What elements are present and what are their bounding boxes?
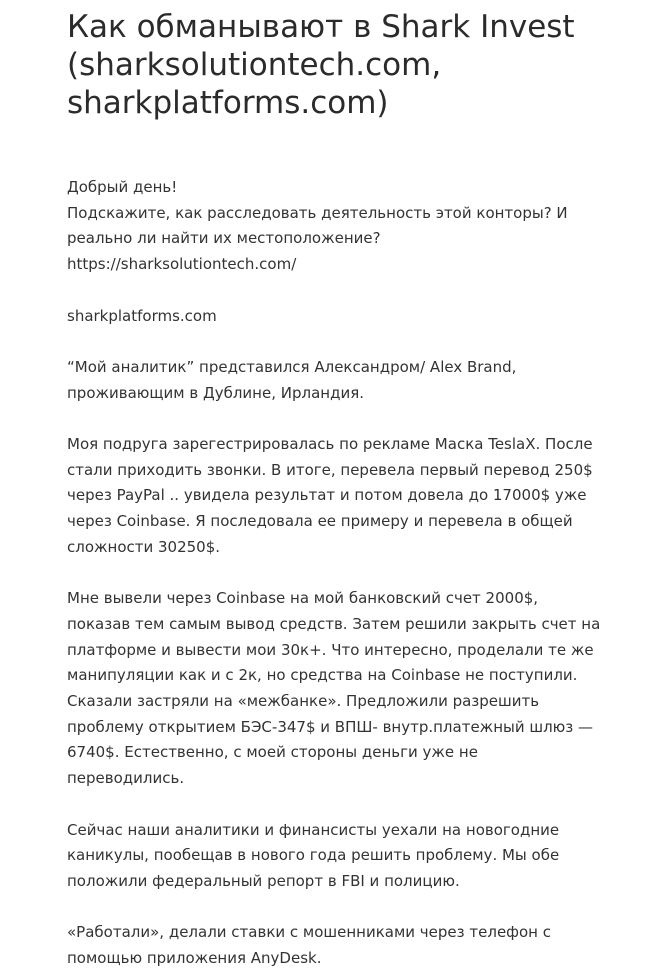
- text-line: 6740$. Естественно, с моей стороны деньги уже не: [67, 743, 478, 762]
- text-line: сложности 30250$.: [67, 537, 221, 556]
- text-line: переводились.: [67, 769, 185, 788]
- text-line: реально ли найти их местоположение?: [67, 229, 381, 248]
- article-body: [67, 175, 608, 972]
- text-line: Моя подруга зарегестрировалась по рекламе Маска TeslaX. После: [67, 434, 593, 453]
- text-line: стали приходить звонки. В итоге, перевела первый перевод 250$: [67, 460, 593, 479]
- text-line: sharkplatforms.com: [67, 306, 217, 325]
- text-line: положили федеральный репорт в FBI и полицию.: [67, 871, 460, 890]
- paragraph-domain: [67, 304, 608, 330]
- text-line: https://sharksolutiontech.com/: [67, 255, 297, 274]
- paragraph-holidays: [67, 818, 608, 895]
- text-line: Сейчас наши аналитики и финансисты уехали на новогодние: [67, 820, 560, 839]
- text-line: платформе и вывести мои 30к+. Что интересно, проделали те же: [67, 640, 594, 659]
- article-title: [67, 8, 608, 122]
- text-line: через PayPal .. увидела результат и потом довела до 17000$ уже: [67, 486, 587, 505]
- text-line: Мне вывели через Coinbase на мой банковский счет 2000$,: [67, 589, 539, 608]
- title-line: sharkplatforms.com): [67, 85, 389, 121]
- text-line: каникулы, пообещав в нового года решить проблему. Мы обе: [67, 846, 560, 865]
- text-line: “Мой аналитик” представился Александром/ Alex Brand,: [67, 357, 517, 376]
- text-line: проживающим в Дублине, Ирландия.: [67, 383, 364, 402]
- text-line: показав тем самым вывод средств. Затем решили закрыть счет на: [67, 614, 601, 633]
- text-line: Сказали застряли на «межбанке». Предложили разрешить: [67, 692, 540, 710]
- paragraph-analyst: [67, 355, 608, 406]
- text-line: через Coinbase. Я последовала ее примеру и перевела в общей: [67, 512, 573, 531]
- text-line: помощью приложения AnyDesk.: [67, 949, 322, 967]
- title-line: (sharksolutiontech.com,: [67, 47, 442, 83]
- paragraph-friend: [67, 432, 608, 561]
- paragraph-greeting: [67, 175, 608, 278]
- title-line: Как обманывают в Shark Invest: [67, 9, 575, 45]
- paragraph-withdrawal: [67, 586, 608, 792]
- paragraph-anydesk: [67, 920, 608, 971]
- text-line: Добрый день!: [67, 178, 178, 196]
- text-line: манипуляции как и с 2к, но средства на Coinbase не поступили.: [67, 666, 578, 685]
- text-line: Подскажите, как расследовать деятельность этой конторы? И: [67, 203, 568, 222]
- text-line: проблему открытием БЭС-347$ и ВПШ- внутр.платежный шлюз —: [67, 717, 594, 736]
- text-line: «Работали», делали ставки с мошенниками через телефон с: [67, 923, 551, 942]
